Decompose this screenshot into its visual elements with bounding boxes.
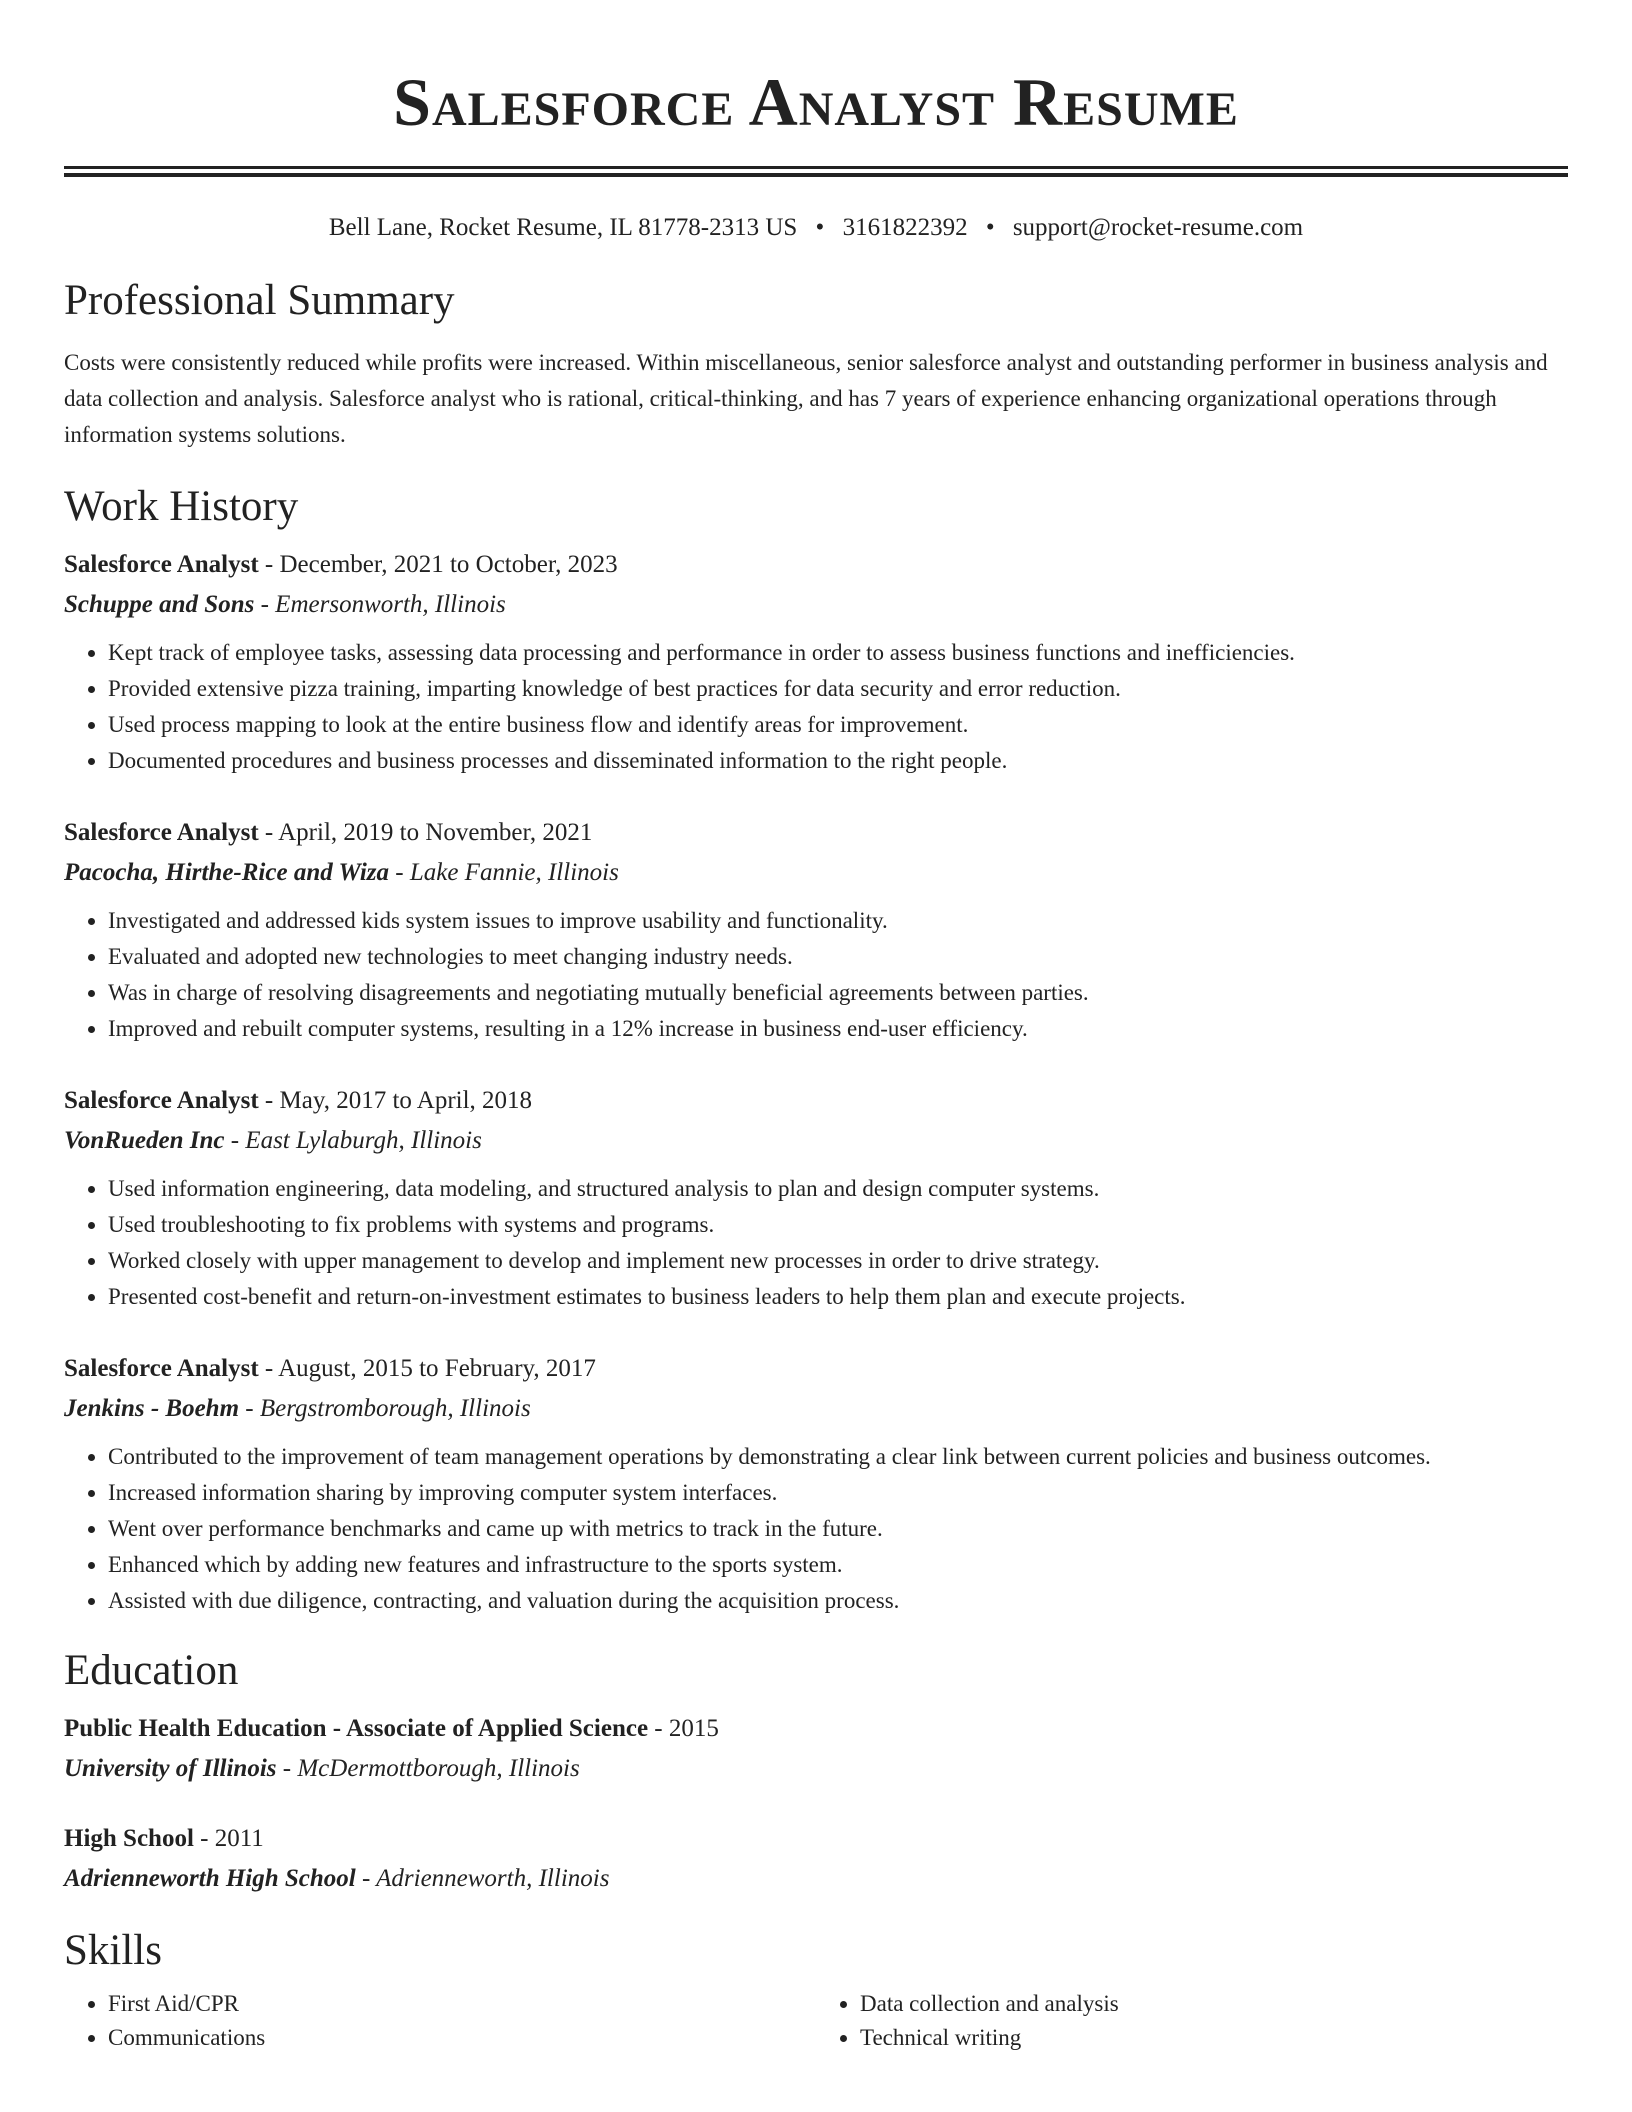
education-entry	[64, 1819, 1568, 1899]
skills-columns	[64, 1987, 1568, 2055]
job-title: Salesforce Analyst	[64, 819, 259, 846]
contact-separator: •	[985, 214, 995, 241]
school-location: - McDermottborough, Illinois	[276, 1755, 580, 1782]
degree: Public Health Education - Associate of Applied Science	[64, 1715, 649, 1742]
summary-heading: Professional Summary	[64, 277, 455, 324]
job-location: - Bergstromborough, Illinois	[239, 1395, 531, 1422]
skills-right-column	[816, 1987, 1568, 2055]
contact-email[interactable]: support@rocket-resume.com	[1012, 214, 1304, 241]
list-item: • Presented cost-benefit and return-on-investment estimates to business leaders to help them plan and execute projects.	[108, 1279, 1568, 1315]
degree-line	[64, 1709, 1568, 1749]
job-title-line	[64, 813, 1568, 853]
list-item: • Evaluated and adopted new technologies to meet changing industry needs.	[108, 939, 1568, 975]
job-location: - Lake Fannie, Illinois	[389, 859, 619, 886]
list-item: • Enhanced which by adding new features and infrastructure to the sports system.	[108, 1547, 1568, 1583]
degree-line	[64, 1819, 1568, 1859]
contact-separator: •	[815, 214, 825, 241]
contact-phone: 3161822392	[842, 214, 968, 241]
job-company-line	[64, 1389, 1568, 1429]
degree: High School	[64, 1825, 194, 1852]
job-company-line	[64, 585, 1568, 625]
title-divider	[64, 166, 1568, 177]
school-location: - Adrienneworth, Illinois	[355, 1865, 610, 1892]
list-item: • Used process mapping to look at the entire business flow and identify areas for improvement.	[108, 707, 1568, 743]
job-dates: - April, 2019 to November, 2021	[258, 819, 593, 846]
job-company: Schuppe and Sons	[64, 591, 255, 618]
list-item: • Kept track of employee tasks, assessing data processing and performance in order to assess business functions and inefficiencies.	[108, 635, 1568, 671]
skills-section	[64, 1925, 1568, 2055]
summary-section	[64, 275, 1568, 453]
job-company: Pacocha, Hirthe-Rice and Wiza	[64, 859, 389, 886]
skill-item: • Data collection and analysis	[860, 1987, 1568, 2021]
job-entry	[64, 545, 1568, 779]
job-entry	[64, 813, 1568, 1047]
job-entry	[64, 1349, 1568, 1619]
resume-page	[64, 0, 1568, 2055]
education-entry	[64, 1709, 1568, 1789]
list-item: • Contributed to the improvement of team management operations by demonstrating a clear link between current policies and business outcomes.	[108, 1439, 1568, 1475]
job-location: - East Lylaburgh, Illinois	[224, 1127, 482, 1154]
job-dates: - December, 2021 to October, 2023	[258, 551, 618, 578]
contact-address: Bell Lane, Rocket Resume, IL 81778-2313 US	[328, 214, 798, 241]
list-item: • Provided extensive pizza training, imparting knowledge of best practices for data security and error reduction.	[108, 671, 1568, 707]
school-line	[64, 1749, 1568, 1789]
education-section	[64, 1645, 1568, 1899]
skills-heading: Skills	[64, 1927, 162, 1974]
list-item: • Increased information sharing by improving computer system interfaces.	[108, 1475, 1568, 1511]
list-item: • Worked closely with upper management to develop and implement new processes in order to drive strategy.	[108, 1243, 1568, 1279]
job-title: Salesforce Analyst	[64, 1355, 259, 1382]
school-name: University of Illinois	[64, 1755, 277, 1782]
job-title-line	[64, 545, 1568, 585]
job-title-line	[64, 1081, 1568, 1121]
job-company-line	[64, 853, 1568, 893]
job-company-line	[64, 1121, 1568, 1161]
job-bullets	[64, 903, 1568, 1047]
skill-item: • First Aid/CPR	[108, 1987, 816, 2021]
education-heading: Education	[64, 1647, 239, 1694]
list-item: • Documented procedures and business processes and disseminated information to the right people.	[108, 743, 1568, 779]
list-item: • Assisted with due diligence, contracting, and valuation during the acquisition process.	[108, 1583, 1568, 1619]
summary-text: Costs were consistently reduced while profits were increased. Within miscellaneous, senior salesforce analyst and outstanding performer in business analysis and data collection and analysis. Salesforce analyst who is rational, critical-thinking, and has 7 years of experience enhancing organizational operations through information systems solutions.	[64, 350, 1548, 447]
job-title: Salesforce Analyst	[64, 1087, 259, 1114]
list-item: • Was in charge of resolving disagreements and negotiating mutually beneficial agreements between parties.	[108, 975, 1568, 1011]
job-bullets	[64, 1439, 1568, 1619]
job-company: VonRueden Inc	[64, 1127, 225, 1154]
skill-item: • Communications	[108, 2021, 816, 2055]
graduation-year: - 2011	[193, 1825, 264, 1852]
list-item: • Used troubleshooting to fix problems with systems and programs.	[108, 1207, 1568, 1243]
job-location: - Emersonworth, Illinois	[254, 591, 506, 618]
list-item: • Used information engineering, data modeling, and structured analysis to plan and design computer systems.	[108, 1171, 1568, 1207]
school-line	[64, 1859, 1568, 1899]
list-item: • Went over performance benchmarks and came up with metrics to track in the future.	[108, 1511, 1568, 1547]
skills-left-column	[64, 1987, 816, 2055]
job-bullets	[64, 1171, 1568, 1315]
job-title-line	[64, 1349, 1568, 1389]
job-title: Salesforce Analyst	[64, 551, 259, 578]
contact-line	[64, 211, 1568, 245]
job-dates: - May, 2017 to April, 2018	[258, 1087, 533, 1114]
school-name: Adrienneworth High School	[64, 1865, 356, 1892]
job-dates: - August, 2015 to February, 2017	[258, 1355, 596, 1382]
skill-item: • Technical writing	[860, 2021, 1568, 2055]
work-history-heading: Work History	[64, 483, 299, 530]
job-entry	[64, 1081, 1568, 1315]
job-company: Jenkins - Boehm	[64, 1395, 240, 1422]
list-item: • Investigated and addressed kids system issues to improve usability and functionality.	[108, 903, 1568, 939]
resume-title: Salesforce Analyst Resume	[393, 64, 1239, 140]
work-history-section	[64, 481, 1568, 1619]
list-item: • Improved and rebuilt computer systems, resulting in a 12% increase in business end-user efficiency.	[108, 1011, 1568, 1047]
graduation-year: - 2015	[648, 1715, 719, 1742]
job-bullets	[64, 635, 1568, 779]
